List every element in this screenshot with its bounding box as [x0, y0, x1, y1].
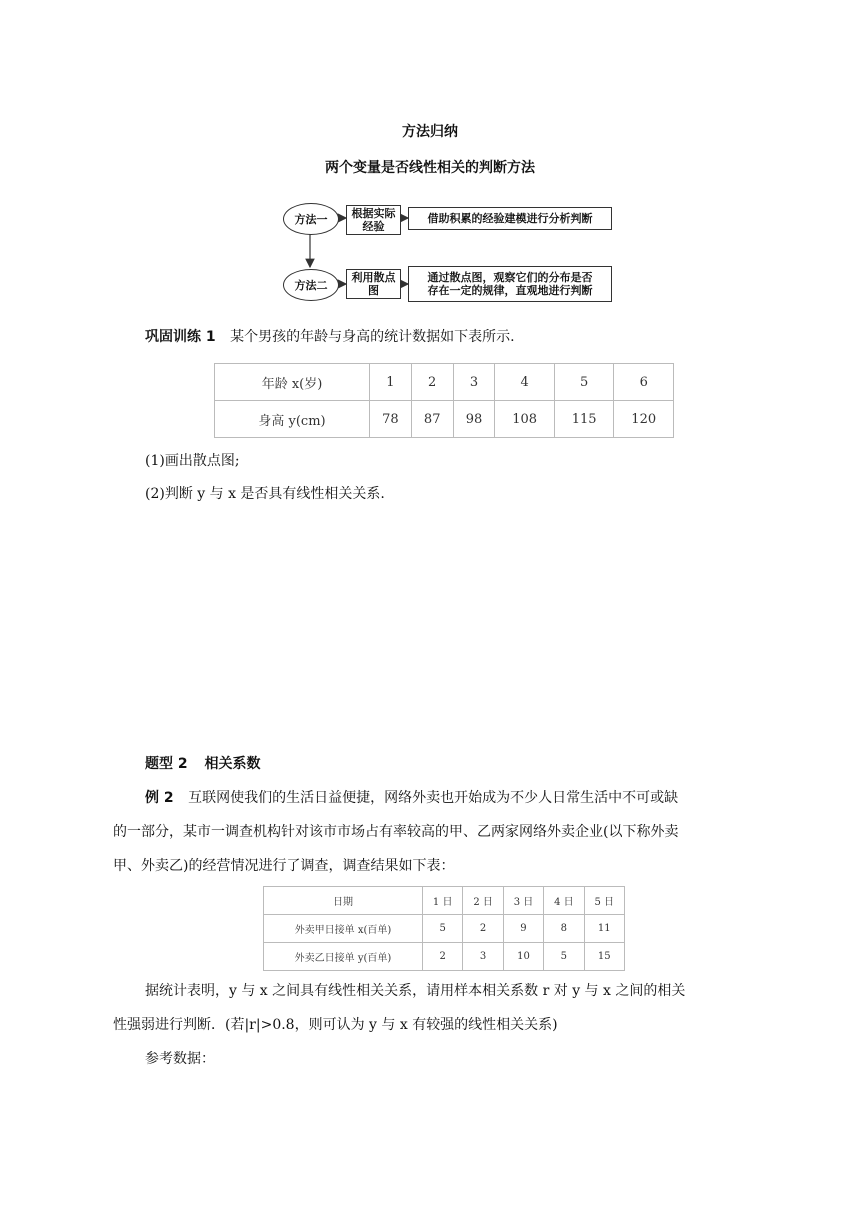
table-cell: 98: [453, 401, 495, 438]
exercise-label: 巩固训练 1: [145, 329, 216, 345]
age-header: 年龄 x(岁): [215, 364, 370, 401]
table-cell: 外卖甲日接单 x(百单): [264, 915, 423, 943]
table-cell: 9: [503, 915, 543, 943]
table-cell: 4: [495, 364, 555, 401]
table-cell: 10: [503, 943, 543, 971]
table-cell: 15: [584, 943, 624, 971]
table-cell: 4 日: [544, 887, 584, 915]
example-line3: 甲、外卖乙)的经营情况进行了调查，调查结果如下表：: [113, 858, 455, 874]
section-subtitle: 两个变量是否线性相关的判断方法: [325, 160, 535, 176]
table-cell: 78: [370, 401, 412, 438]
table-cell: 5: [544, 943, 584, 971]
analysis-line2: 性强弱进行判断．(若|r|>0.8，则可认为 y 与 x 有较强的线性相关关系): [113, 1017, 558, 1033]
table-row: [264, 943, 625, 971]
reference-data-label: 参考数据：: [145, 1051, 215, 1067]
table-cell: 3 日: [503, 887, 543, 915]
table-cell: 外卖乙日接单 y(百单): [264, 943, 423, 971]
table-cell: 2 日: [463, 887, 503, 915]
table-cell: 1: [370, 364, 412, 401]
topic-title: 相关系数: [204, 756, 261, 772]
method2-oval: 方法二: [283, 269, 339, 301]
table-cell: 2: [463, 915, 503, 943]
table-cell: 2: [423, 943, 463, 971]
age-height-table: [214, 363, 674, 438]
table-cell: 3: [463, 943, 503, 971]
method1-desc: 借助积累的经验建模进行分析判断: [408, 207, 612, 230]
example-label: 例 2: [145, 790, 174, 806]
table-cell: 8: [544, 915, 584, 943]
table-cell: 2: [411, 364, 453, 401]
table-cell: 6: [614, 364, 674, 401]
delivery-table: [263, 886, 625, 971]
table-row: [215, 401, 674, 438]
table-row: [215, 364, 674, 401]
table-cell: 115: [554, 401, 614, 438]
table-cell: 108: [495, 401, 555, 438]
table-cell: 1 日: [423, 887, 463, 915]
question-1: (1)画出散点图;: [145, 453, 240, 469]
table-cell: 3: [453, 364, 495, 401]
exercise-intro: [145, 327, 515, 347]
table-cell: 5 日: [584, 887, 624, 915]
example-text-1: 互联网使我们的生活日益便捷，网络外卖也开始成为不少人日常生活中不可或缺: [188, 790, 679, 806]
question-2: (2)判断 y 与 x 是否具有线性相关关系.: [145, 486, 385, 502]
method2-desc: [408, 266, 612, 302]
method2-desc-line2: 存在一定的规律，直观地进行判断: [427, 284, 593, 297]
section-title: 方法归纳: [402, 124, 458, 140]
method1-oval: 方法一: [283, 203, 339, 235]
height-header: 身高 y(cm): [215, 401, 370, 438]
table-row: [264, 887, 625, 915]
method2-desc-line1: 通过散点图，观察它们的分布是否: [427, 271, 593, 284]
analysis-line1: 据统计表明，y 与 x 之间具有线性相关关系，请用样本相关系数 r 对 y 与 x 之间的相关: [145, 983, 686, 999]
method1-box: 根据实际经验: [346, 205, 401, 235]
table-cell: 日期: [264, 887, 423, 915]
table-cell: 11: [584, 915, 624, 943]
example-line2: 的一部分，某市一调查机构针对该市市场占有率较高的甲、乙两家网络外卖企业(以下称外卖: [113, 824, 679, 840]
flowchart-connectors: [0, 0, 860, 310]
method2-box: 利用散点图: [346, 269, 401, 299]
table-cell: 5: [423, 915, 463, 943]
topic-label: 题型 2: [145, 756, 188, 772]
exercise-text: 某个男孩的年龄与身高的统计数据如下表所示.: [230, 329, 515, 345]
table-cell: 87: [411, 401, 453, 438]
example-line1: [145, 788, 678, 808]
topic-heading: [145, 754, 261, 774]
table-row: [264, 915, 625, 943]
table-cell: 5: [554, 364, 614, 401]
table-cell: 120: [614, 401, 674, 438]
